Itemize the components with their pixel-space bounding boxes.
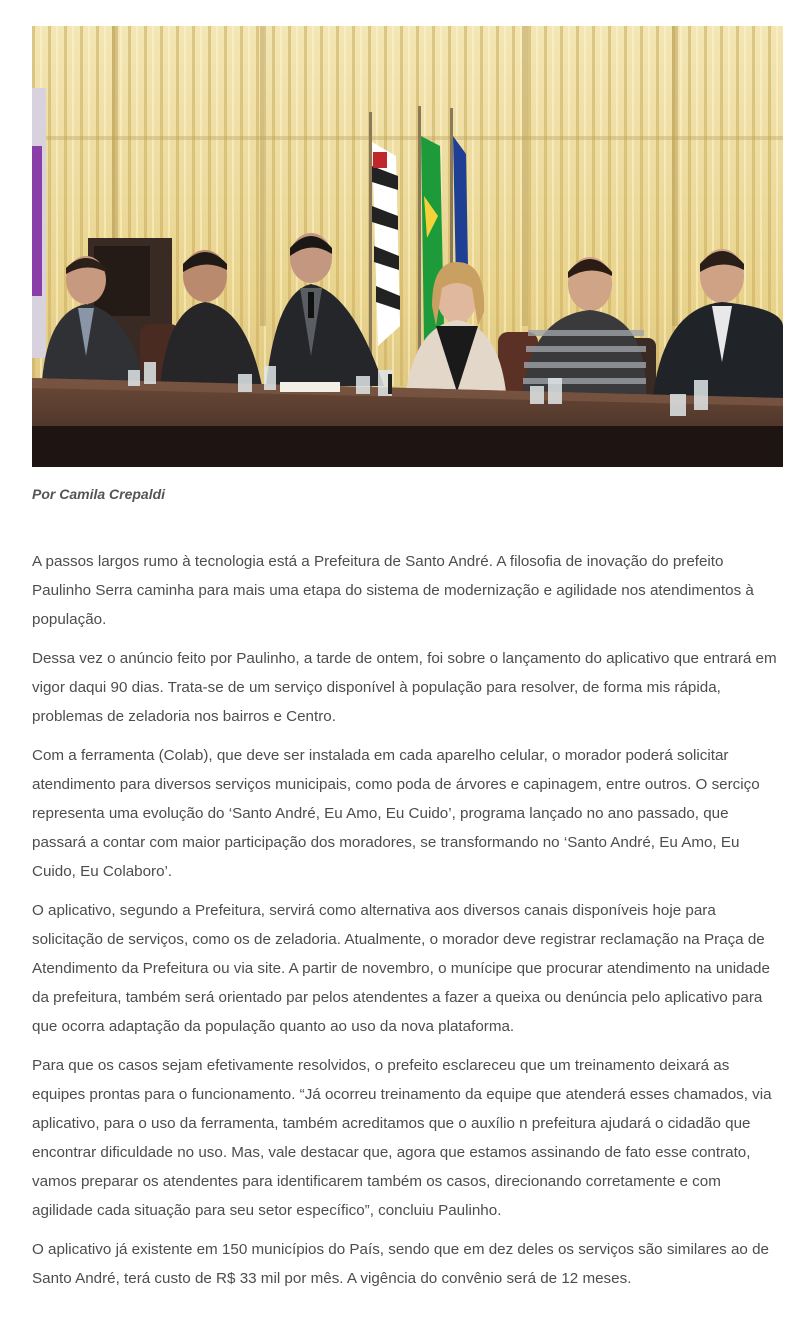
paragraph: A passos largos rumo à tecnologia está a Prefeitura de Santo André. A filosofia de inovação do prefeito Paulinho Serra caminha para mais uma etapa do sistema de modernização e agilidade nos atendimentos à população. [32,553,754,628]
paragraph: O aplicativo já existente em 150 municípios do País, sendo que em dez deles os serviços são similares ao de Santo André, terá custo de R$ 33 mil por mês. A vigência do convênio será de 12 meses. [32,1241,769,1287]
paragraph: O aplicativo, segundo a Prefeitura, servirá como alternativa aos diversos canais disponíveis hoje para solicitação de serviços, como os de zeladoria. Atualmente, o morador deve registrar reclamação na Praça de Atendimento da Prefeitura ou via site. A partir de novembro, o munícipe que procurar atendimento na unidade da prefeitura, também será orientado par pelos atendentes a fazer a queixa ou denúncia pelo aplicativo para que ocorra adaptação da população quanto ao uso da nova plataforma. [32,902,770,1035]
paragraph: Dessa vez o anúncio feito por Paulinho, a tarde de ontem, foi sobre o lançamento do aplicativo que entrará em vigor daqui 90 dias. Trata-se de um serviço disponível à população para resolver, de forma mis rápida, problemas de zeladoria nos bairros e Centro. [32,650,777,725]
paragraph: Para que os casos sejam efetivamente resolvidos, o prefeito esclareceu que um treinamento deixará as equipes prontas para o funcionamento. “Já ocorreu treinamento da equipe que atenderá esses chamados, via aplicativo, para o uso da ferramenta, também acreditamos que o auxílio n prefeitura ajudará o cidadão que encontrar dificuldade no uso. Mas, vale destacar que, agora que estamos assinando de fato esse contrato, vamos preparar os atendentes para identificarem também os casos, direcionando corretamente e com agilidade cada situação para seu setor específico”, concluiu Paulinho. [32,1057,772,1219]
byline: Por Camila Crepaldi [32,486,166,502]
article [32,26,783,1303]
press-conference-photo [32,26,783,467]
paragraph: Com a ferramenta (Colab), que deve ser instalada em cada aparelho celular, o morador poderá solicitar atendimento para diversos serviços municipais, como poda de árvores e capinagem, entre outros. O serciço representa uma evolução do ‘Santo André, Eu Amo, Eu Cuido’, programa lançado no ano passado, que passará a contar com maior participação dos moradores, se transformando no ‘Santo André, Eu Amo, Eu Cuido, Eu Colaboro’. [32,747,760,880]
article-body [32,547,783,1293]
